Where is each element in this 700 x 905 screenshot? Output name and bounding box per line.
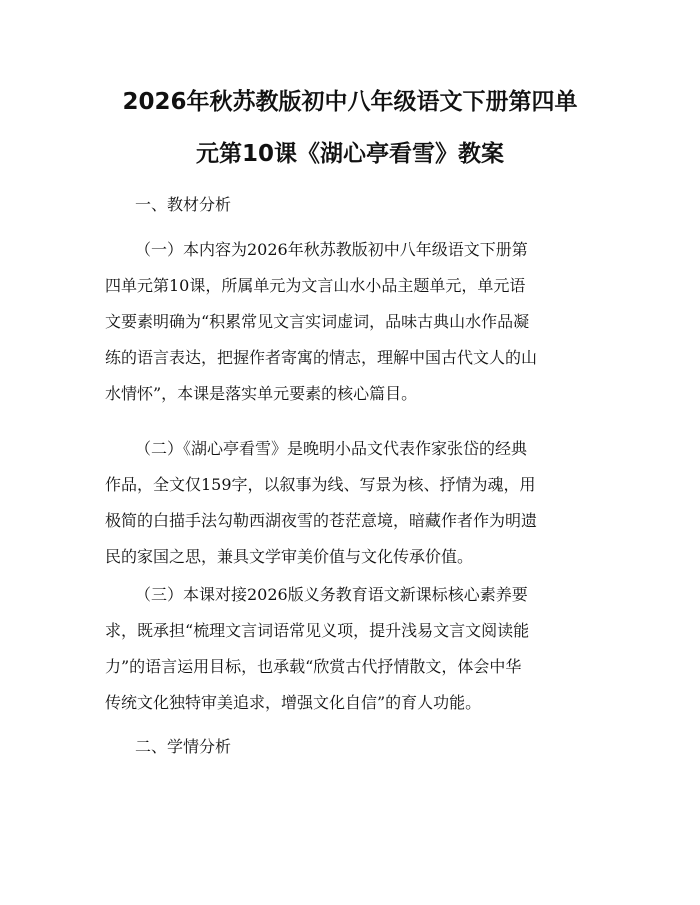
paragraph-1-line: 练的语言表达，把握作者寄寓的情志，理解中国古代文人的山 <box>105 348 538 367</box>
paragraph-2-line: 民的家国之思，兼具文学审美价值与文化传承价值。 <box>105 547 474 566</box>
section-heading-student-analysis: 二、学情分析 <box>135 737 232 756</box>
paragraph-3-line: 力”的语言运用目标，也承载“欣赏古代抒情散文，体会中华 <box>105 657 522 676</box>
paragraph-3-line: 求，既承担“梳理文言词语常见义项，提升浅易文言文阅读能 <box>105 621 530 640</box>
document-title-line-1: 2026年秋苏教版初中八年级语文下册第四单 <box>122 89 578 115</box>
paragraph-2 <box>105 431 595 575</box>
paragraph-1-line: 四单元第10课，所属单元为文言山水小品主题单元，单元语 <box>105 276 526 295</box>
paragraph-3-line: 传统文化独特审美追求，增强文化自信”的育人功能。 <box>105 693 482 712</box>
paragraph-1-line: （一）本内容为2026年秋苏教版初中八年级语文下册第 <box>135 240 528 259</box>
section-heading-textbook-analysis: 一、教材分析 <box>135 195 232 214</box>
paragraph-1-line: 文要素明确为“积累常见文言实词虚词，品味古典山水作品凝 <box>105 312 530 331</box>
paragraph-3-line: （三）本课对接2026版义务教育语文新课标核心素养要 <box>135 585 528 604</box>
document-title-line-2: 元第10课《湖心亭看雪》教案 <box>195 141 504 167</box>
paragraph-2-line: 作品，全文仅159字，以叙事为线、写景为核、抒情为魂，用 <box>105 475 536 494</box>
paragraph-2-line: （二）《湖心亭看雪》是晚明小品文代表作家张岱的经典 <box>135 439 528 458</box>
paragraph-2-line: 极简的白描手法勾勒西湖夜雪的苍茫意境，暗藏作者作为明遗 <box>105 511 538 530</box>
paragraph-3 <box>105 577 595 721</box>
paragraph-1-line: 水情怀”，本课是落实单元要素的核心篇目。 <box>105 384 418 403</box>
paragraph-1 <box>105 232 595 412</box>
